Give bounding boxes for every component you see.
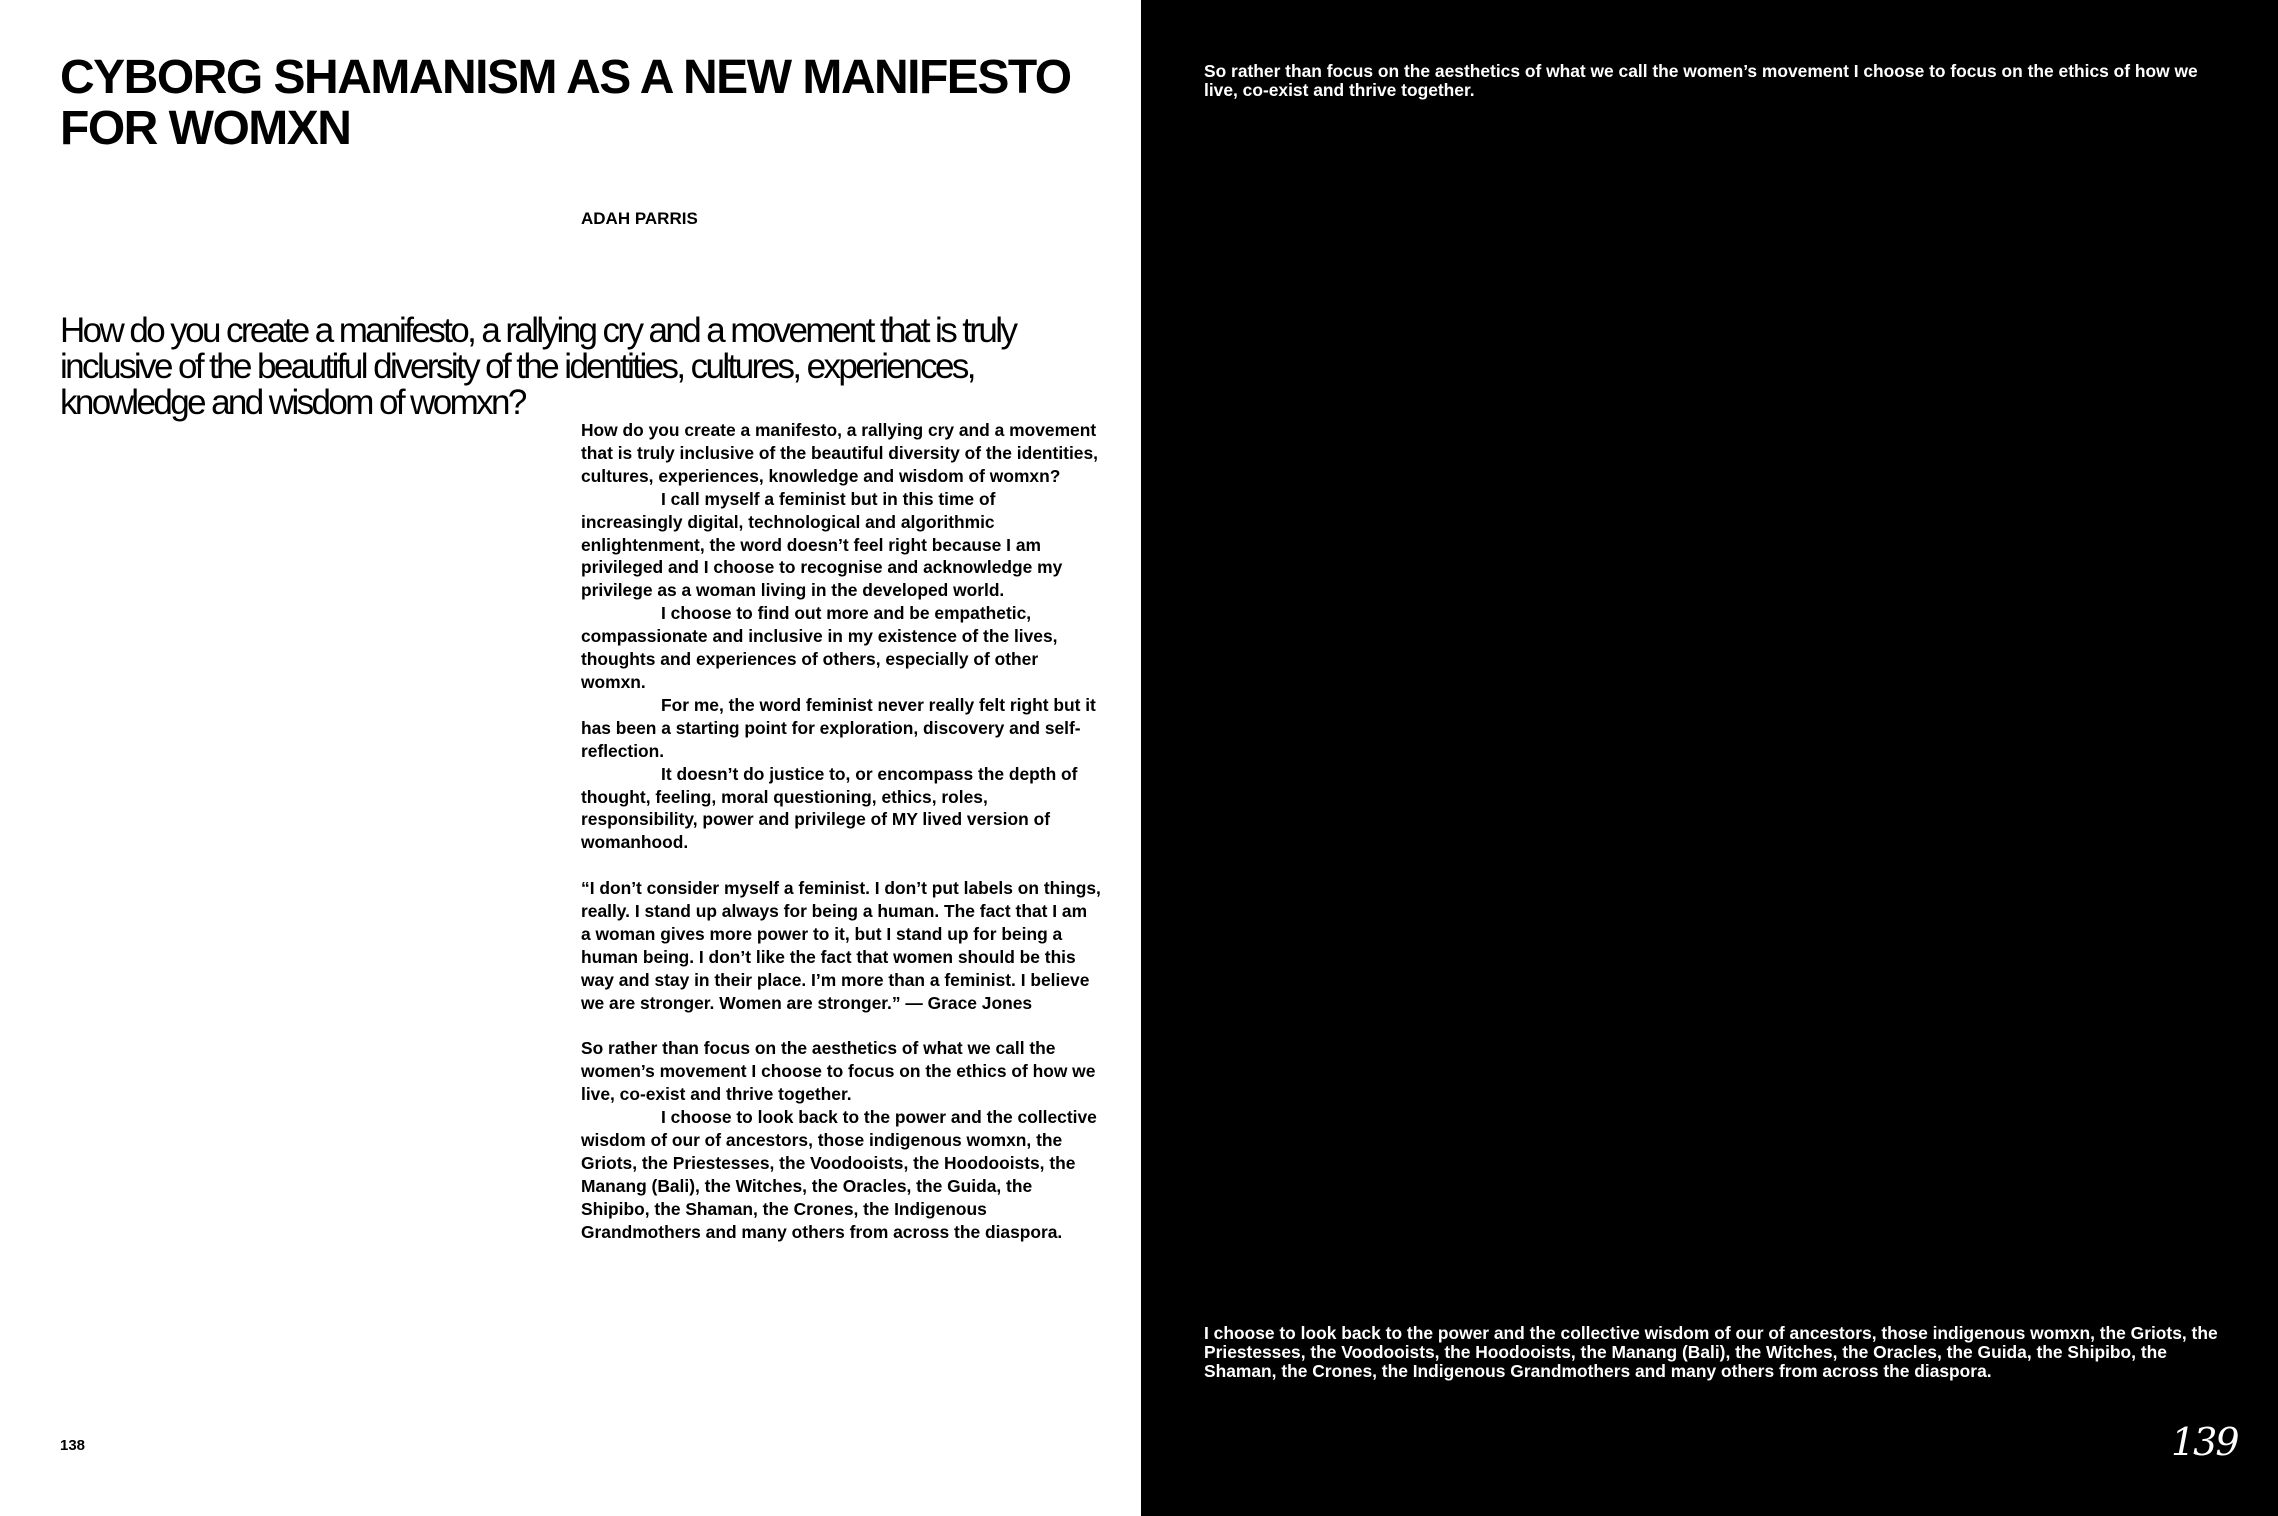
page-number-right: 139 [2171,1420,2238,1464]
body-text-column [581,419,1101,1244]
quote-paragraph: “I don’t consider myself a feminist. I don’t put labels on things, really. I stand up always for being a human. The fact that I am a woman gives more power to it, but I stand up for being a human being. I don’t like the fact that women should be this way and stay in their place. I’m more than a feminist. I believe we are stronger. Women are stronger.” — Grace Jones [581,878,1101,1013]
right-page [1141,0,2278,1516]
intro-standfirst: How do you create a manifesto, a rallying cry and a movement that is truly inclusive of the beautiful diversity of the identities, cultures, experiences, knowledge and wisdom of womxn? [60,311,1016,422]
body-paragraph: How do you create a manifesto, a rallying cry and a movement that is truly inclusive of the beautiful diversity of the identities, cultures, experiences, knowledge and wisdom of womxn? [581,420,1098,486]
pull-quote-bottom: I choose to look back to the power and the collective wisdom of our of ancestors, those indigenous womxn, the Griots, the Priestesses, the Voodooists, the Hoodooists, the Manang (Bali), the Witches, the Oracles, the Guida, the Shipibo, the Shaman, the Crones, the Indigenous Grandmothers and many others from across the diaspora. [1204,1323,2218,1381]
body-paragraph: I call myself a feminist but in this time of increasingly digital, technological and algorithmic enlightenment, the word doesn’t feel right because I am privileged and I choose to recognise and acknowledge my privilege as a woman living in the developed world. [581,488,1063,601]
pull-quote-top: So rather than focus on the aesthetics of what we call the women’s movement I choose to focus on the ethics of how we live, co-exist and thrive together. [1204,61,2198,100]
article-title: CYBORG SHAMANISM AS A NEW MANIFESTO FOR WOMXN [60,51,1071,155]
body-paragraph: I choose to find out more and be empathetic, compassionate and inclusive in my existence of the lives, thoughts and experiences of others, especially of other womxn. [581,603,1058,692]
body-paragraph: It doesn’t do justice to, or encompass the depth of thought, feeling, moral questioning, ethics, roles, responsibility, power and privilege of MY lived version of womanhood. [581,763,1078,853]
body-paragraph: I choose to look back to the power and the collective wisdom of our of ancestors, those indigenous womxn, the Griots, the Priestesses, the Voodooists, the Hoodooists, the Manang (Bali), the Witches, the Oracles, the Guida, the Shipibo, the Shaman, the Crones, the Indigenous Grandmothers and many others from across the diaspora. [581,1107,1097,1242]
author-name: ADAH PARRIS [581,209,698,228]
page-number-left: 138 [60,1437,86,1454]
body-paragraph: So rather than focus on the aesthetics of what we call the women’s movement I choose to focus on the ethics of how we live, co-exist and thrive together. [581,1038,1096,1105]
body-paragraph: For me, the word feminist never really felt right but it has been a starting point for exploration, discovery and self-reflection. [581,694,1096,761]
